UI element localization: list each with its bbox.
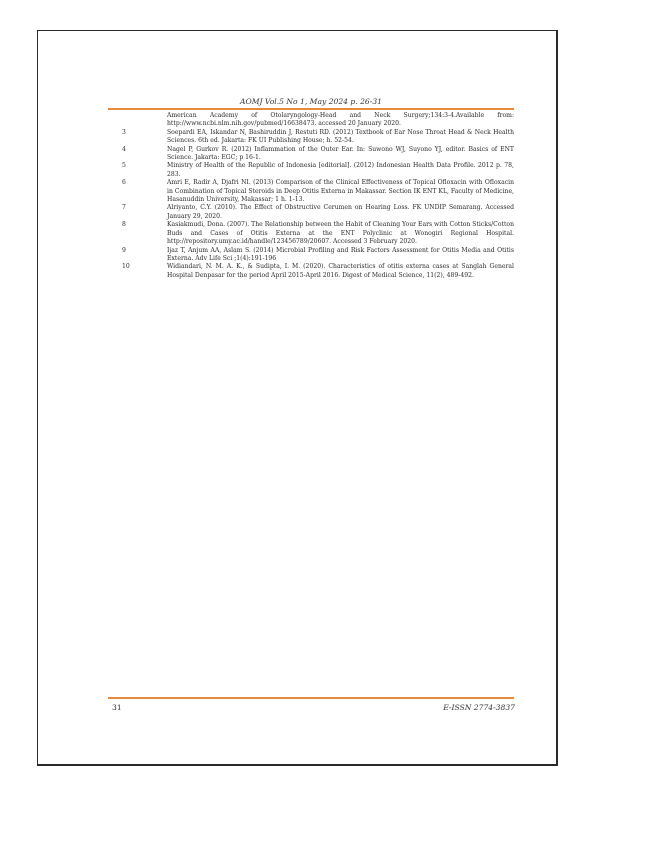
footer-rule [108, 697, 514, 699]
reference-text: Widiandari, N. M. A. K., & Sudipta, I. M. (2020). Characteristics of otitis externa cases at Sanglah General Hospital Denpasar for the period April 2015-April 2016. Digest of Medical Science, 11(2), 489-492. [167, 263, 514, 279]
reference-text: American Academy of Otolaryngology-Head and Neck Surgery;134:3-4.Available from: http://www.ncbi.nlm.nih.gov/pubmed/16638473. accessed 20 January 2020. [167, 112, 514, 128]
reference-item [108, 129, 514, 146]
reference-item [108, 179, 514, 204]
reference-number: 6 [122, 179, 126, 187]
reference-number: 10 [122, 263, 130, 271]
reference-item [108, 221, 514, 246]
reference-number: 5 [122, 162, 126, 170]
reference-item [108, 146, 514, 163]
reference-number: 8 [122, 221, 126, 229]
reference-text: Soepardi EA, Iskandar N, Bashiruddin J, Restuti RD. (2012) Textbook of Ear Nose Throat Head & Neck Health Sciences. 6th ed. Jakarta: FK UI Publishing House; h. 52-54. [167, 128, 514, 145]
reference-text: Nagel P, Gurkov R. (2012) Inflammation of the Outer Ear. In: Suwono WJ, Suyono YJ, editor. Basics of ENT Science. Jakarta: EGC; p 16-1. [167, 145, 514, 162]
reference-list [108, 112, 514, 280]
reference-text: Ijaz T, Anjum AA, Aslam S. (2014) Microbial Profiling and Risk Factors Assessment for Otitis Media and Otitis Externa. Adv Life Sci ;1(4):191-196 [167, 246, 514, 262]
reference-item [108, 204, 514, 221]
header-rule [108, 108, 514, 110]
running-header: AOMJ Vol.5 No 1, May 2024 p. 26-31 [239, 97, 382, 106]
reference-number: 9 [122, 246, 126, 254]
reference-number: 4 [122, 145, 126, 153]
issn-label: E-ISSN 2774-3837 [443, 703, 515, 712]
reference-item [108, 247, 514, 264]
reference-number: 7 [122, 204, 126, 212]
reference-number [108, 112, 167, 129]
reference-item [108, 162, 514, 179]
reference-item [108, 263, 514, 280]
reference-number: 3 [122, 128, 126, 136]
reference-item [108, 112, 514, 129]
page-number: 31 [112, 703, 122, 712]
reference-text: Ministry of Health of the Republic of Indonesia [editorial]. (2012) Indonesian Health Data Profile. 2012 p. 78, 283. [167, 162, 514, 178]
reference-text: Kasiakmudi, Dona. (2007). The Relationship between the Habit of Cleaning Your Ears with Cotton Sticks/Cotton Buds and Cases of Otitis Externa at the ENT Polyclinic at Wonogiri Regional Hospital. http://repository.umy.ac.id/handle/123456789/20607. Accessed 3 February 2020. [167, 221, 514, 246]
reference-text: Amri E, Radir A, Djafri NI. (2013) Comparison of the Clinical Effectiveness of Topical Ofloxacin with Ofloxacin in Combination of Topical Steroids in Deep Otitis Externa in Makassar. Section IK ENT KL, Faculty of Medicine, Hasanuddin University, Makassar; 1 h. 1-13. [167, 179, 514, 204]
reference-text: Alriyanto, C.Y. (2010). The Effect of Obstructive Cerumen on Hearing Loss. FK UNDIP Semarang. Accessed January 29, 2020. [167, 204, 514, 220]
